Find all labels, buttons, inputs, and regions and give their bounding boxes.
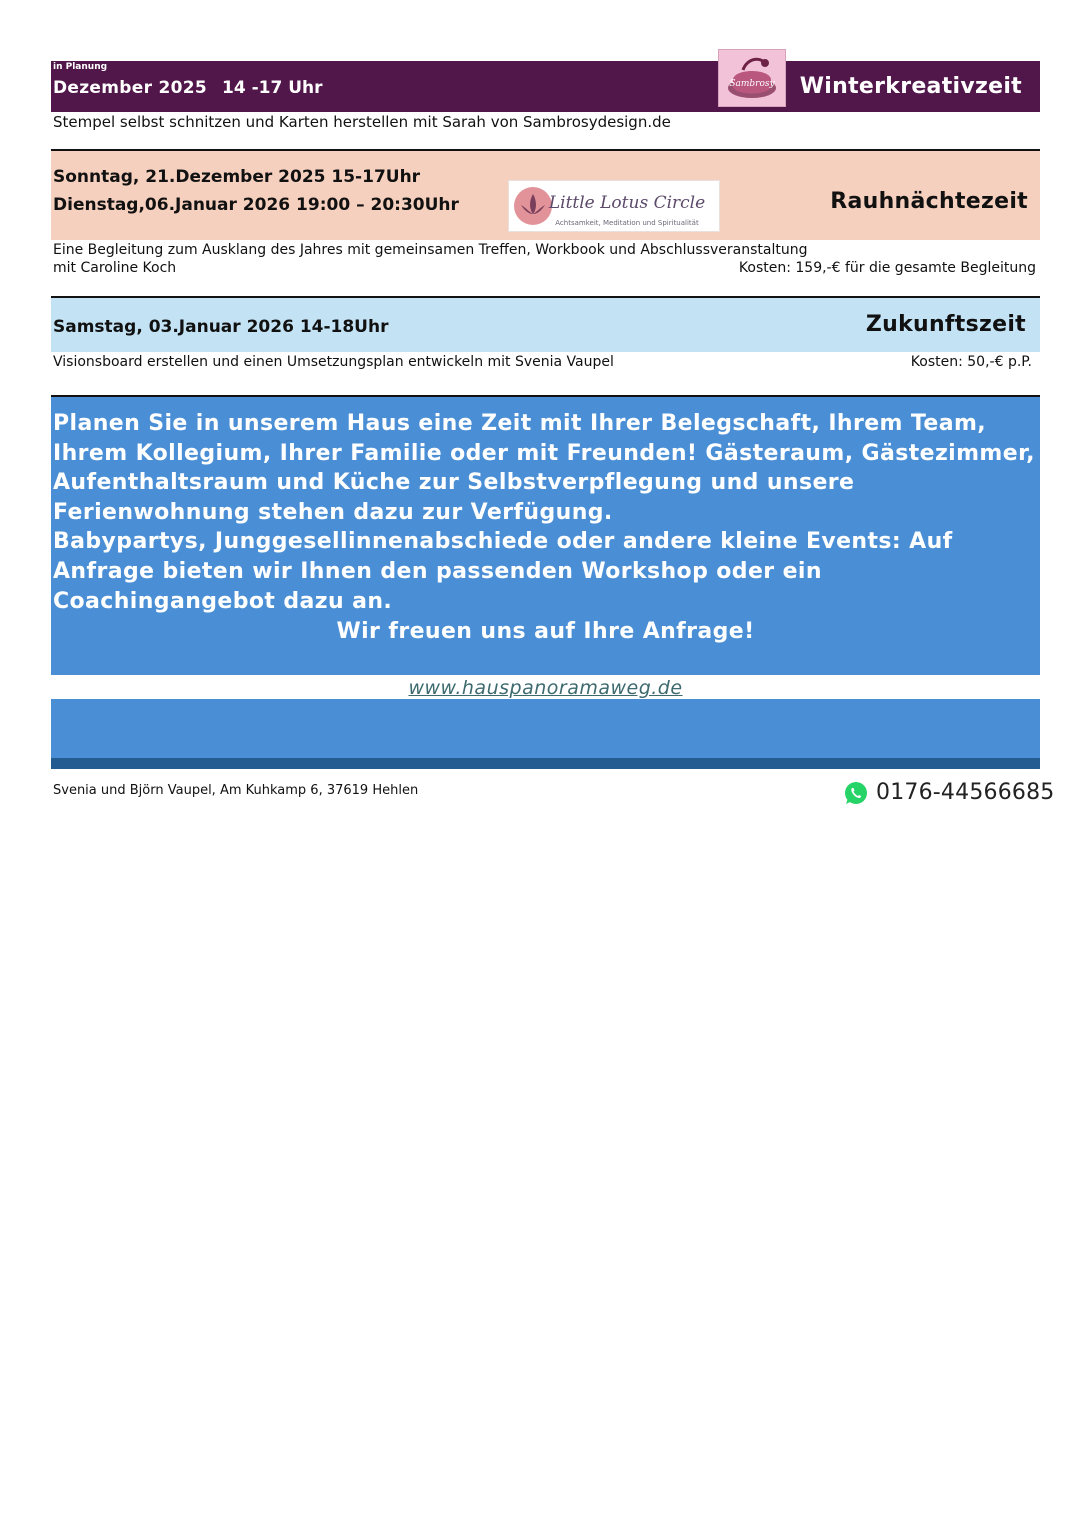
zukunft-event-cost: Kosten: 50,-€ p.P. [910,354,1032,370]
booking-info-text [53,409,1038,616]
whatsapp-icon [843,780,869,806]
sambrosy-logo-graphic [719,50,785,106]
zukunft-event-date: Samstag, 03.Januar 2026 14-18Uhr [53,317,389,337]
zukunft-event-description: Visionsboard erstellen und einen Umsetzungsplan entwickeln mit Svenia Vaupel [53,354,614,370]
booking-info-paragraph-2: Babypartys, Junggesellinnenabschiede oder andere kleine Events: Auf Anfrage bieten wir Ihnen den passenden Workshop oder ein Coachingangebot dazu an. [53,529,953,614]
footer-band [51,699,1040,758]
winter-event-title: Winterkreativzeit [799,74,1022,99]
sambrosy-logo [718,49,786,107]
winter-event-description: Stempel selbst schnitzen und Karten herstellen mit Sarah von Sambrosydesign.de [53,113,671,131]
lotus-logo-graphic [509,181,719,231]
zukunft-event-title: Zukunftszeit [865,312,1026,337]
rauhnacht-event-cost: Kosten: 159,-€ für die gesamte Begleitung [738,260,1036,276]
website-link[interactable]: www.hauspanoramaweg.de [408,677,683,699]
sambrosy-logo-text: Sambrosy [729,79,775,89]
lotus-logo-title: Little Lotus Circle [548,193,706,213]
planning-status-label: in Planung [53,62,108,72]
winter-event-date: Dezember 2025 [53,78,207,98]
rauhnacht-event-description: Eine Begleitung zum Ausklang des Jahres mit gemeinsamen Treffen, Workbook und Abschlussveranstaltung [53,242,808,258]
rauhnacht-date-1: Sonntag, 21.Dezember 2025 15-17Uhr [53,167,421,187]
contact-address: Svenia und Björn Vaupel, Am Kuhkamp 6, 37619 Hehlen [53,783,419,798]
booking-info-paragraph-1: Planen Sie in unserem Haus eine Zeit mit Ihrer Belegschaft, Ihrem Team, Ihrem Kollegium, Ihrer Familie oder mit Freunden! Gästeraum, Gästezimmer, Aufenthaltsraum und Küche zur Selbstverpflegung und unsere Ferienwohnung stehen dazu zur Verfügung. [53,411,1035,525]
booking-call-to-action: Wir freuen uns auf Ihre Anfrage! [336,619,755,644]
winter-event-time: 14 -17 Uhr [222,78,323,98]
little-lotus-circle-logo [508,180,720,232]
rauhnacht-date-2: Dienstag,06.Januar 2026 19:00 – 20:30Uhr [53,195,459,215]
contact-phone[interactable]: 0176-44566685 [876,780,1055,805]
rauhnacht-event-title: Rauhnächtezeit [830,189,1028,214]
rauhnacht-event-host: mit Caroline Koch [53,260,177,276]
lotus-logo-subtitle: Achtsamkeit, Meditation und Spiritualität [555,219,699,227]
footer-strip [51,758,1040,769]
